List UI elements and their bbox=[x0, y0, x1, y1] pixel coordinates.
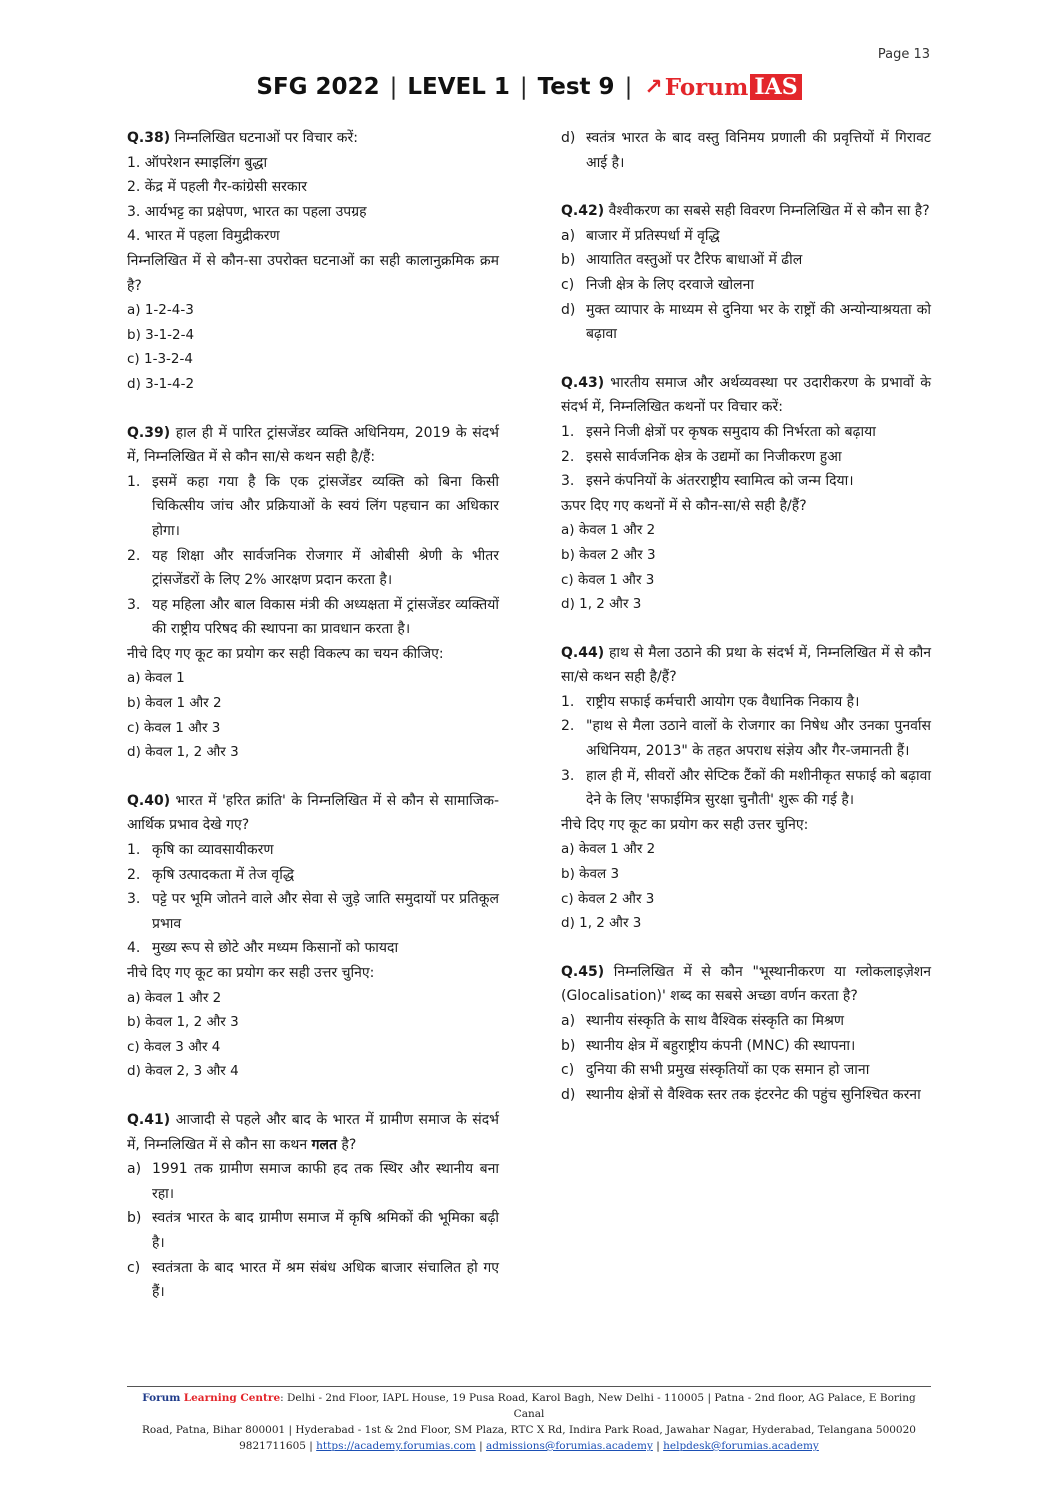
option-c: c) निजी क्षेत्र के लिए दरवाजे खोलना bbox=[561, 276, 754, 293]
question-text: Q.43) भारतीय समाज और अर्थव्यवस्था पर उदारीकरण के प्रभावों के संदर्भ में, निम्नलिखित कथनों पर विचार करें: bbox=[561, 374, 932, 416]
question-number: Q.39) bbox=[127, 424, 171, 441]
logo-forum-text: Forum bbox=[664, 73, 749, 101]
statement: 2. इससे सार्वजनिक क्षेत्र के उद्यमों का निजीकरण हुआ bbox=[561, 448, 842, 465]
statement: 3. यह महिला और बाल विकास मंत्री की अध्यक्षता में ट्रांसजेंडर व्यक्तियों की राष्ट्रीय परिषद की स्थापना का प्रावधान करता है। bbox=[127, 596, 499, 638]
option-d: d) स्थानीय क्षेत्रों से वैश्विक स्तर तक इंटरनेट की पहुंच सुनिश्चित करना bbox=[561, 1086, 921, 1103]
option-c: c) दुनिया की सभी प्रमुख संस्कृतियों का एक समान हो जाना bbox=[561, 1062, 870, 1079]
page-footer bbox=[127, 1386, 931, 1454]
option-a: a) 1-2-4-3 bbox=[127, 302, 194, 319]
logo-arrow-icon: ↗ bbox=[644, 74, 663, 100]
option-c: c) स्वतंत्रता के बाद भारत में श्रम संबंध अधिक बाजार संचालित हो गए हैं। bbox=[127, 1259, 499, 1301]
logo-ias-text: IAS bbox=[750, 74, 801, 100]
question-40 bbox=[127, 789, 499, 1084]
statement: 2. कृषि उत्पादकता में तेज वृद्धि bbox=[127, 866, 295, 883]
option-b: b) केवल 1 और 2 bbox=[127, 695, 222, 712]
statement: 2. "हाथ से मैला उठाने वालों के रोजगार का निषेध और उनका पुनर्वास अधिनियम, 2013" के तहत अपराध संज्ञेय और गैर-जमानती हैं। bbox=[561, 718, 931, 760]
question-number: Q.42) bbox=[561, 203, 605, 220]
option-a: a) केवल 1 और 2 bbox=[561, 841, 656, 858]
question-number: Q.38) bbox=[127, 130, 171, 146]
admissions-email-link[interactable]: admissions@forumias.academy bbox=[485, 1440, 653, 1452]
question-prompt: नीचे दिए गए कूट का प्रयोग कर सही विकल्प का चयन कीजिए: bbox=[127, 645, 444, 662]
option-b: b) आयातित वस्तुओं पर टैरिफ बाधाओं में ढील bbox=[561, 252, 803, 269]
question-text: Q.40) भारत में 'हरित क्रांति' के निम्नलिखित में से कौन से सामाजिक-आर्थिक प्रभाव देखे गए? bbox=[127, 792, 499, 834]
option-d: d) केवल 2, 3 और 4 bbox=[127, 1063, 239, 1080]
footer-address: Forum Learning Centre: Delhi - 2nd Floor, IAPL House, 19 Pusa Road, Karol Bagh, New Delhi - 110005 | Patna - 2nd floor, AG Palace, E Boring Canal bbox=[142, 1392, 916, 1420]
question-number: Q.44) bbox=[561, 644, 605, 661]
statement: 1. इसने निजी क्षेत्रों पर कृषक समुदाय की निर्भरता को बढ़ाया bbox=[561, 423, 876, 440]
question-42 bbox=[561, 199, 931, 347]
question-text: Q.39) हाल ही में पारित ट्रांसजेंडर व्यक्ति अधिनियम, 2019 के संदर्भ में, निम्नलिखित में से कौन सा/से कथन सही है/हैं: bbox=[127, 424, 500, 466]
question-text: Q.38) निम्नलिखित घटनाओं पर विचार करें: bbox=[127, 130, 358, 146]
header-test: Test 9 bbox=[537, 74, 615, 100]
option-c: c) केवल 1 और 3 bbox=[561, 571, 655, 588]
statement: 2. केंद्र में पहली गैर-कांग्रेसी सरकार bbox=[127, 179, 307, 196]
statement: 2. यह शिक्षा और सार्वजनिक रोजगार में ओबीसी श्रेणी के भीतर ट्रांसजेंडरों के लिए 2% आरक्षण प्रदान करता है। bbox=[127, 547, 499, 589]
option-a: a) 1991 तक ग्रामीण समाज काफी हद तक स्थिर और स्थानीय बना रहा। bbox=[127, 1161, 499, 1202]
question-text: Q.45) निम्नलिखित में से कौन "भूस्थानीकरण या ग्लोकलाइज़ेशन (Glocalisation)' शब्द का सबसे अच्छा वर्णन करता है? bbox=[561, 963, 932, 1005]
option-c: c) केवल 1 और 3 bbox=[127, 719, 221, 736]
header-separator: | bbox=[519, 74, 528, 100]
header-sfg: SFG 2022 bbox=[256, 74, 380, 100]
question-text: Q.44) हाथ से मैला उठाने की प्रथा के संदर्भ में, निम्नलिखित में से कौन सा/से कथन सही है/हैं? bbox=[561, 644, 932, 686]
option-a: a) केवल 1 और 2 bbox=[561, 522, 656, 539]
option-d: d) स्वतंत्र भारत के बाद वस्तु विनिमय प्रणाली की प्रवृत्तियों में गिरावट आई है। bbox=[561, 130, 931, 171]
question-text: Q.41) आजादी से पहले और बाद के भारत में ग्रामीण समाज के संदर्भ में, निम्नलिखित में से कौन सा कथन गलत है? bbox=[127, 1111, 500, 1153]
header-level: LEVEL 1 bbox=[407, 74, 510, 100]
question-number: Q.45) bbox=[561, 963, 605, 980]
right-column bbox=[561, 126, 931, 1131]
option-a: a) बाजार में प्रतिस्पर्धा में वृद्धि bbox=[561, 227, 720, 244]
footer-phone: 9821711605 bbox=[239, 1440, 306, 1452]
page-header bbox=[0, 70, 1058, 104]
helpdesk-email-link[interactable]: helpdesk@forumias.academy bbox=[663, 1440, 819, 1452]
statement: 1. राष्ट्रीय सफाई कर्मचारी आयोग एक वैधानिक निकाय है। bbox=[561, 693, 860, 710]
option-b: b) स्वतंत्र भारत के बाद ग्रामीण समाज में कृषि श्रमिकों की भूमिका बढ़ी है। bbox=[127, 1210, 499, 1251]
option-a: a) केवल 1 और 2 bbox=[127, 989, 222, 1006]
question-38 bbox=[127, 126, 499, 397]
footer-contacts: 9821711605 | https://academy.forumias.com | admissions@forumias.academy | helpdesk@forumias.academy bbox=[239, 1440, 819, 1452]
question-prompt: नीचे दिए गए कूट का प्रयोग कर सही उत्तर चुनिए: bbox=[561, 816, 809, 833]
left-column bbox=[127, 126, 499, 1329]
option-b: b) 3-1-2-4 bbox=[127, 326, 195, 343]
option-d: d) 3-1-4-2 bbox=[127, 375, 195, 392]
footer-brand-lc: Learning Centre bbox=[183, 1392, 281, 1404]
question-44 bbox=[561, 641, 931, 936]
question-number: Q.41) bbox=[127, 1111, 171, 1128]
question-43 bbox=[561, 371, 931, 617]
header-separator: | bbox=[389, 74, 398, 100]
statement: 4. मुख्य रूप से छोटे और मध्यम किसानों को फायदा bbox=[127, 940, 399, 957]
statement: 3. हाल ही में, सीवरों और सेप्टिक टैंकों की मशीनीकृत सफाई को बढ़ावा देने के लिए 'सफाईमित्र सुरक्षा चुनौती' शुरू की गई है। bbox=[561, 767, 931, 809]
question-text: Q.42) वैश्वीकरण का सबसे सही विवरण निम्नलिखित में से कौन सा है? bbox=[561, 203, 930, 220]
footer-address-line2: Road, Patna, Bihar 800001 | Hyderabad - 1st & 2nd Floor, SM Plaza, RTC X Rd, Indira Park Road, Jawahar Nagar, Hyderabad, Telangana 500020 bbox=[142, 1424, 916, 1436]
option-d: d) 1, 2 और 3 bbox=[561, 915, 642, 932]
statement: 1. कृषि का व्यावसायीकरण bbox=[127, 842, 274, 859]
question-prompt: ऊपर दिए गए कथनों में से कौन-सा/से सही है/हैं? bbox=[561, 497, 807, 514]
option-d: d) मुक्त व्यापार के माध्यम से दुनिया भर के राष्ट्रों की अन्योन्याश्रयता को बढ़ावा bbox=[561, 301, 931, 343]
option-c: c) 1-3-2-4 bbox=[127, 351, 193, 368]
question-prompt: नीचे दिए गए कूट का प्रयोग कर सही उत्तर चुनिए: bbox=[127, 965, 375, 981]
statement: 1. इसमें कहा गया है कि एक ट्रांसजेंडर व्यक्ति को बिना किसी चिकित्सीय जांच और प्रक्रियाओं के स्वयं लिंग पहचान का अधिकार होगा। bbox=[127, 473, 499, 539]
question-number: Q.40) bbox=[127, 792, 171, 809]
question-39 bbox=[127, 421, 499, 765]
academy-link[interactable]: https://academy.forumias.com bbox=[316, 1440, 476, 1452]
statement: 3. पट्टे पर भूमि जोतने वाले और सेवा से जुड़े जाति समुदायों पर प्रतिकूल प्रभाव bbox=[127, 891, 499, 932]
statement: 3. इसने कंपनियों के अंतरराष्ट्रीय स्वामित्व को जन्म दिया। bbox=[561, 473, 854, 490]
statement: 1. ऑपरेशन स्माइलिंग बुद्धा bbox=[127, 154, 268, 171]
question-41-continued bbox=[561, 126, 931, 175]
forumias-logo bbox=[644, 74, 801, 101]
header-separator: | bbox=[624, 74, 633, 100]
question-41 bbox=[127, 1108, 499, 1305]
option-c: c) केवल 2 और 3 bbox=[561, 890, 655, 907]
option-b: b) केवल 3 bbox=[561, 866, 620, 883]
statement: 4. भारत में पहला विमुद्रीकरण bbox=[127, 228, 280, 245]
option-c: c) केवल 3 और 4 bbox=[127, 1038, 221, 1055]
option-b: b) केवल 2 और 3 bbox=[561, 546, 656, 563]
option-a: a) केवल 1 bbox=[127, 670, 185, 687]
option-b: b) केवल 1, 2 और 3 bbox=[127, 1014, 239, 1031]
question-prompt: निम्नलिखित में से कौन-सा उपरोक्त घटनाओं का सही कालानुक्रमिक क्रम है? bbox=[127, 252, 499, 294]
footer-brand-forum: Forum bbox=[142, 1392, 181, 1404]
question-45 bbox=[561, 960, 931, 1108]
option-a: a) स्थानीय संस्कृति के साथ वैश्विक संस्कृति का मिश्रण bbox=[561, 1013, 845, 1029]
statement: 3. आर्यभट्ट का प्रक्षेपण, भारत का पहला उपग्रह bbox=[127, 203, 367, 220]
option-d: d) 1, 2 और 3 bbox=[561, 596, 642, 613]
question-number: Q.43) bbox=[561, 374, 605, 391]
option-b: b) स्थानीय क्षेत्र में बहुराष्ट्रीय कंपनी (MNC) की स्थापना। bbox=[561, 1037, 856, 1054]
option-d: d) केवल 1, 2 और 3 bbox=[127, 744, 239, 761]
page-number: Page 13 bbox=[877, 47, 930, 62]
